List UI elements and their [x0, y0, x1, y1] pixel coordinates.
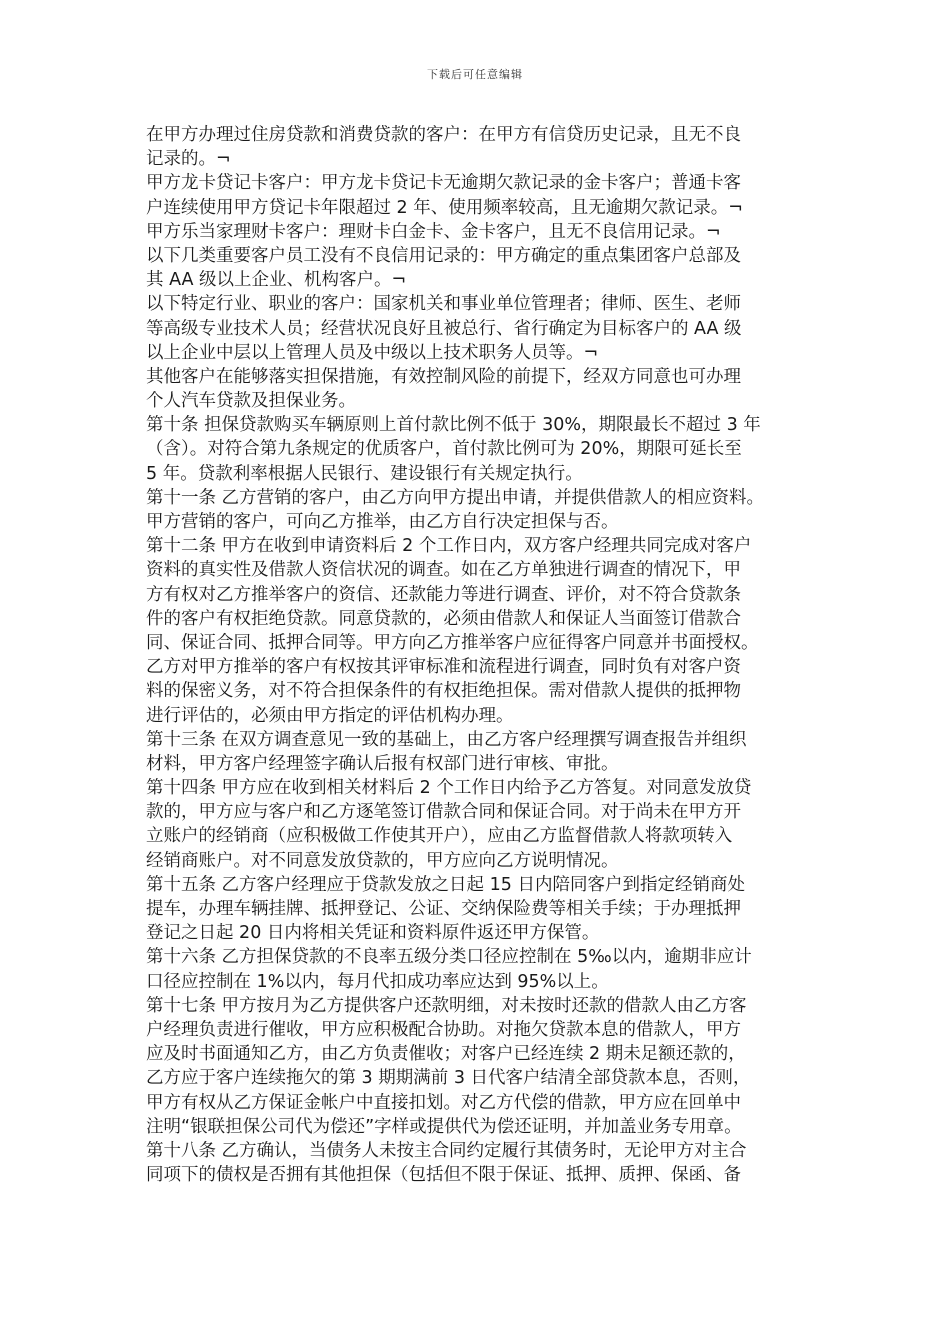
text-line: 料的保密义务，对不符合担保条件的有权拒绝担保。需对借款人提供的抵押物: [146, 681, 741, 702]
text-line: 甲方营销的客户，可向乙方推举，由乙方自行决定担保与否。: [146, 512, 619, 532]
text-line: 户连续使用甲方贷记卡年限超过 2 年、使用频率较高，且无逾期欠款记录。¬: [146, 197, 743, 218]
text-line: 以下特定行业、职业的客户：国家机关和事业单位管理者；律师、医生、老师: [146, 294, 741, 315]
text-line: 注明“银联担保公司代为偿还”字样或提供代为偿还证明，并加盖业务专用章。: [146, 1116, 742, 1137]
text-line: 方有权对乙方推举客户的资信、还款能力等进行调查、评价，对不符合贷款条: [146, 584, 741, 605]
text-line: 乙方应于客户连续拖欠的第 3 期期满前 3 日代客户结清全部贷款本息，否则，: [146, 1068, 751, 1089]
text-line: 甲方乐当家理财卡客户：理财卡白金卡、金卡客户，且无不良信用记录。¬: [146, 221, 721, 242]
text-line: 其他客户在能够落实担保措施，有效控制风险的前提下，经双方同意也可办理: [146, 366, 741, 387]
text-line: 材料，甲方客户经理签字确认后报有权部门进行审核、审批。: [146, 753, 619, 774]
text-line: 资料的真实性及借款人资信状况的调查。如在乙方单独进行调查的情况下，甲: [146, 560, 741, 581]
text-line: 以下几类重要客户员工没有不良信用记录的：甲方确定的重点集团客户总部及: [146, 245, 741, 266]
text-line: 应及时书面通知乙方，由乙方负责催收；对客户已经连续 2 期未足额还款的，: [146, 1044, 746, 1065]
article-17-line: 第十七条 甲方按月为乙方提供客户还款明细，对未按时还款的借款人由乙方客: [146, 995, 747, 1016]
article-12-line: 第十二条 甲方在收到申请资料后 2 个工作日内，双方客户经理共同完成对客户: [146, 536, 752, 557]
text-line: 个人汽车贷款及担保业务。: [146, 391, 356, 412]
article-18-line: 第十八条 乙方确认，当债务人未按主合同约定履行其债务时，无论甲方对主合: [146, 1140, 747, 1161]
text-line: （含）。对符合第九条规定的优质客户，首付款比例可为 20%，期限可延长至: [146, 439, 742, 460]
article-10-line: 第十条 担保贷款购买车辆原则上首付款比例不低于 30%，期限最长不超过 3 年: [146, 415, 761, 436]
text-line: 等高级专业技术人员；经营状况良好且被总行、省行确定为目标客户的 AA 级: [146, 318, 742, 339]
text-line: 记录的。¬: [146, 149, 231, 170]
text-line: 立账户的经销商（应积极做工作使其开户），应由乙方监督借款人将款项转入: [146, 826, 733, 847]
text-line: 乙方对甲方推举的客户有权按其评审标准和流程进行调查，同时负有对客户资: [146, 657, 741, 678]
text-line: 口径应控制在 1%以内，每月代扣成功率应达到 95%以上。: [146, 971, 609, 992]
text-line: 进行评估的，必须由甲方指定的评估机构办理。: [146, 705, 514, 726]
article-15-line: 第十五条 乙方客户经理应于贷款发放之日起 15 日内陪同客户到指定经销商处: [146, 874, 745, 895]
text-line: 同、保证合同、抵押合同等。甲方向乙方推举客户应征得客户同意并书面授权。: [146, 632, 759, 653]
document-body: [146, 123, 816, 1187]
text-line: 登记之日起 20 日内将相关凭证和资料原件返还甲方保管。: [146, 923, 600, 944]
text-line: 款的，甲方应与客户和乙方逐笔签订借款合同和保证合同。对于尚未在甲方开: [146, 802, 741, 823]
text-line: 5 年。贷款利率根据人民银行、建设银行有关规定执行。: [146, 463, 583, 484]
text-line: 甲方龙卡贷记卡客户：甲方龙卡贷记卡无逾期欠款记录的金卡客户；普通卡客: [146, 173, 741, 194]
article-13-line: 第十三条 在双方调查意见一致的基础上，由乙方客户经理撰写调查报告并组织: [146, 729, 747, 750]
article-11-line: 第十一条 乙方营销的客户，由乙方向甲方提出申请，并提供借款人的相应资料。: [146, 487, 765, 508]
text-line: 经销商账户。对不同意发放贷款的，甲方应向乙方说明情况。: [146, 850, 619, 871]
article-14-line: 第十四条 甲方应在收到相关材料后 2 个工作日内给予乙方答复。对同意发放贷: [146, 778, 752, 799]
text-line: 同项下的债权是否拥有其他担保（包括但不限于保证、抵押、质押、保函、备: [146, 1165, 741, 1186]
article-16-line: 第十六条 乙方担保贷款的不良率五级分类口径应控制在 5‰以内，逾期非应计: [146, 947, 752, 968]
text-line: 提车，办理车辆挂牌、抵押登记、公证、交纳保险费等相关手续；于办理抵押: [146, 899, 741, 919]
page-header: 下载后可任意编辑: [427, 68, 523, 81]
text-line: 件的客户有权拒绝贷款。同意贷款的，必须由借款人和保证人当面签订借款合: [146, 608, 741, 629]
text-line: 其 AA 级以上企业、机构客户。¬: [146, 270, 407, 291]
text-line: 在甲方办理过住房贷款和消费贷款的客户：在甲方有信贷历史记录，且无不良: [146, 125, 741, 145]
text-line: 以上企业中层以上管理人员及中级以上技术职务人员等。¬: [146, 342, 599, 363]
text-line: 甲方有权从乙方保证金帐户中直接扣划。对乙方代偿的借款，甲方应在回单中: [146, 1092, 741, 1113]
text-line: 户经理负责进行催收，甲方应积极配合协助。对拖欠贷款本息的借款人，甲方: [146, 1019, 741, 1040]
